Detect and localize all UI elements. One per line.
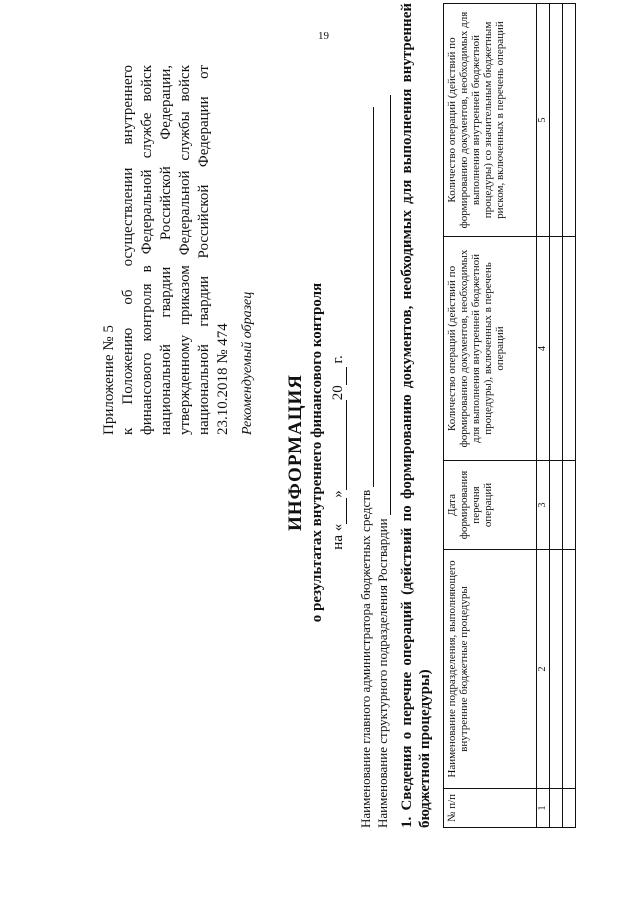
date-mid: »	[330, 490, 346, 498]
appendix-block	[100, 65, 233, 435]
table-cell	[563, 550, 576, 789]
document-subtitle: о результатах внутреннего финансового контроля	[309, 282, 325, 623]
table-cell	[563, 789, 576, 828]
admin-name-blank	[373, 107, 374, 487]
table-cell	[550, 550, 563, 789]
admin-name-label: Наименование главного администратора бюджетных средств	[358, 489, 373, 828]
column-number-1: 1	[537, 789, 550, 828]
header-cell-operations-count: Количество операций (действий по формированию документов, необходимых для выполнения внутренней бюджетной процедуры), включенных в перечень операций	[444, 237, 537, 461]
table-cell	[550, 4, 563, 237]
operations-table	[443, 3, 576, 828]
column-number-3: 3	[537, 461, 550, 550]
table-cell	[550, 237, 563, 461]
column-number-4: 4	[537, 237, 550, 461]
table-cell	[563, 237, 576, 461]
recommended-sample-label: Рекомендуемый образец	[240, 291, 255, 435]
date-year-prefix: 20	[330, 385, 346, 401]
admin-name-line	[358, 107, 374, 828]
report-date-line	[330, 0, 347, 905]
table-cell	[563, 461, 576, 550]
header-cell-risk-operations-count: Количество операций (действий по формированию документов, необходимых для выполнения внутренней бюджетной процедуры) со значительным бюджетным риском, включенных в перечень операций	[444, 4, 537, 237]
column-number-5: 5	[537, 4, 550, 237]
table-number-row	[537, 4, 550, 828]
header-cell-unit: Наименование подразделения, выполняющего внутренние бюджетные процедуры	[444, 550, 537, 789]
header-cell-number: № п/п	[444, 789, 537, 828]
table-header-row	[444, 4, 537, 828]
table-row	[550, 4, 563, 828]
section-1-heading: 1. Сведения о перечне операций (действий по формированию документов, необходимых для выполнения внутренней бюджетной процедуры)	[399, 3, 433, 828]
unit-name-blank	[390, 95, 391, 515]
unit-name-line	[375, 95, 391, 828]
appendix-text: к Положению об осуществлении внутреннего финансового контроля в Федеральной службе войск национальной гвардии Российской Федерации, утвержденному приказом Федеральной службы войск национальной гвардии Российской Федерации от 23.10.2018 № 474	[120, 65, 231, 435]
document-title: ИНФОРМАЦИЯ	[285, 373, 306, 532]
table-row	[563, 4, 576, 828]
table-cell	[563, 4, 576, 237]
table-cell	[550, 789, 563, 828]
unit-name-label: Наименование структурного подразделения Росгвардии	[375, 518, 390, 828]
date-prefix: на «	[330, 523, 346, 550]
page-number: 19	[318, 30, 329, 42]
appendix-number: Приложение № 5	[101, 325, 117, 435]
table-cell	[550, 461, 563, 550]
column-number-2: 2	[537, 550, 550, 789]
header-cell-date: Дата формирования перечня операций	[444, 461, 537, 550]
date-suffix: г.	[330, 355, 346, 364]
